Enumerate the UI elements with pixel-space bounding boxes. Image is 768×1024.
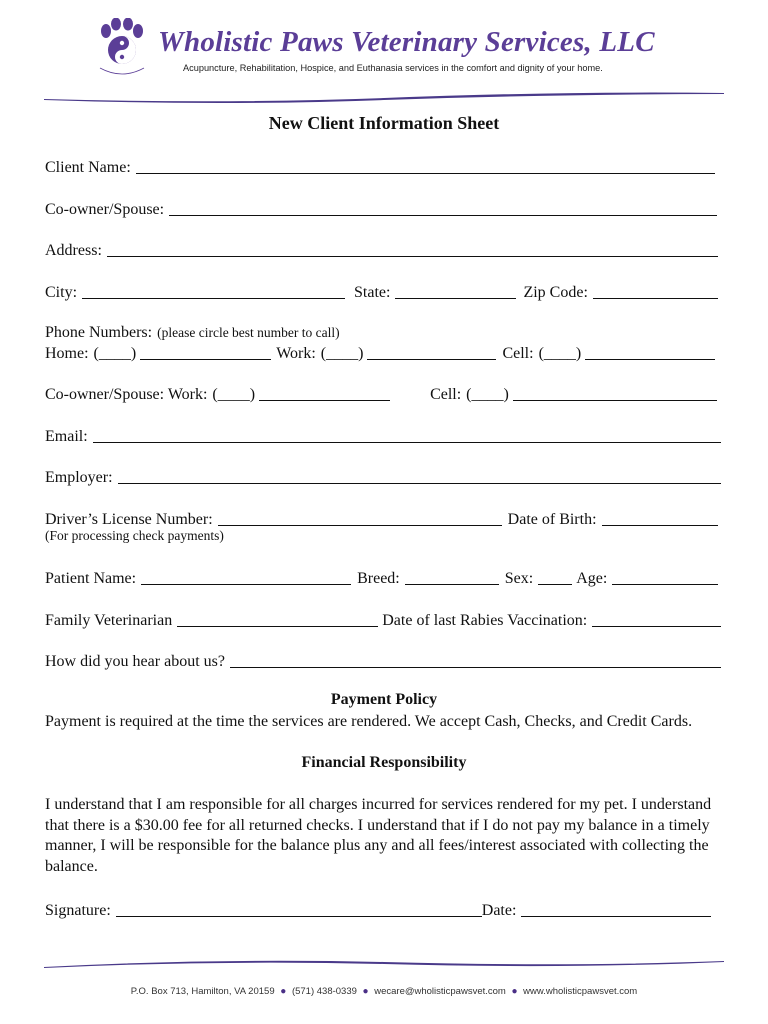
phone-numbers-note: (please circle best number to call)	[157, 325, 340, 340]
cell-area-code[interactable]: (____)	[538, 345, 582, 362]
family-vet-field[interactable]	[177, 610, 378, 627]
address-field[interactable]	[107, 240, 718, 257]
date-label: Date:	[481, 902, 517, 919]
client-name-field[interactable]	[136, 157, 715, 174]
footer-contact	[0, 986, 768, 997]
patient-row	[45, 566, 721, 588]
co-owner-cell-field[interactable]	[513, 384, 717, 401]
financial-responsibility-text: I understand that I am responsible for all charges incurred for services rendered for my pet. I understand that there is a $30.00 fee for all returned checks. I understand that if I do not pay my balance in a timely manner, I will be responsible for the balance plus any and all fees/interest associated with collecting the balance.	[45, 796, 712, 875]
co-owner-label: Co-owner/Spouse:	[45, 201, 165, 218]
bullet-icon: ●	[362, 986, 369, 997]
financial-responsibility-heading: Financial Responsibility	[301, 754, 467, 771]
dob-field[interactable]	[602, 509, 718, 526]
header-divider-swoosh	[44, 88, 724, 108]
footer-phone: (571) 438-0339	[291, 986, 357, 997]
city-field[interactable]	[82, 282, 345, 299]
work-phone-field[interactable]	[367, 343, 496, 360]
bullet-icon: ●	[280, 986, 287, 997]
referral-field[interactable]	[230, 651, 721, 668]
patient-name-label: Patient Name:	[45, 570, 137, 587]
license-field[interactable]	[218, 509, 502, 526]
referral-row	[45, 649, 721, 671]
co-owner-work-label: Co-owner/Spouse: Work:	[45, 386, 208, 403]
co-owner-work-field[interactable]	[259, 384, 390, 401]
family-vet-label: Family Veterinarian	[45, 612, 173, 629]
work-label: Work:	[276, 345, 316, 362]
rabies-field[interactable]	[592, 610, 721, 627]
address-label: Address:	[45, 242, 102, 259]
sex-label: Sex:	[504, 570, 534, 587]
footer-address: P.O. Box 713, Hamilton, VA 20159	[130, 986, 275, 997]
age-field[interactable]	[612, 568, 718, 585]
signature-field[interactable]	[116, 900, 482, 917]
age-label: Age:	[576, 570, 608, 587]
city-state-zip-row	[45, 280, 721, 302]
client-name-label: Client Name:	[45, 159, 131, 176]
license-dob-row	[45, 507, 721, 529]
city-label: City:	[45, 284, 78, 301]
signature-row	[45, 898, 711, 920]
patient-name-field[interactable]	[141, 568, 351, 585]
payment-policy-text: Payment is required at the time the services are rendered. We accept Cash, Checks, and Credit Cards.	[45, 713, 693, 730]
state-field[interactable]	[395, 282, 516, 299]
dob-label: Date of Birth:	[507, 511, 597, 528]
bullet-icon: ●	[511, 986, 518, 997]
address-row	[45, 238, 721, 260]
footer-website[interactable]: www.wholisticpawsvet.com	[523, 986, 638, 997]
breed-field[interactable]	[405, 568, 499, 585]
cell-label: Cell:	[502, 345, 534, 362]
home-phone-field[interactable]	[140, 343, 271, 360]
email-row	[45, 424, 721, 446]
home-label: Home:	[45, 345, 89, 362]
home-area-code[interactable]: (____)	[93, 345, 137, 362]
company-name: Wholistic Paws Veterinary Services, LLC	[158, 26, 655, 58]
co-owner-work-area-code[interactable]: (____)	[212, 386, 256, 403]
license-note: (For processing check payments)	[45, 528, 224, 543]
footer-email[interactable]: wecare@wholisticpawsvet.com	[374, 986, 506, 997]
work-area-code[interactable]: (____)	[320, 345, 364, 362]
payment-policy-heading: Payment Policy	[330, 691, 438, 708]
phone-numbers-row	[45, 341, 721, 363]
employer-row	[45, 465, 721, 487]
client-name-row	[45, 155, 721, 177]
breed-label: Breed:	[357, 570, 400, 587]
co-owner-cell-label: Cell:	[430, 386, 462, 403]
signature-label: Signature:	[45, 902, 111, 919]
phone-numbers-label: Phone Numbers:	[45, 324, 153, 341]
zip-label: Zip Code:	[523, 284, 588, 301]
state-label: State:	[354, 284, 391, 301]
sex-field[interactable]	[538, 568, 572, 585]
paw-yin-yang-logo-icon	[96, 18, 148, 78]
employer-field[interactable]	[118, 467, 721, 484]
form-title: New Client Information Sheet	[268, 113, 500, 133]
referral-label: How did you hear about us?	[45, 653, 225, 670]
cell-phone-field[interactable]	[585, 343, 715, 360]
employer-label: Employer:	[45, 469, 113, 486]
email-label: Email:	[45, 428, 88, 445]
footer-divider-swoosh	[44, 955, 724, 975]
zip-field[interactable]	[593, 282, 718, 299]
rabies-label: Date of last Rabies Vaccination:	[382, 612, 588, 629]
co-owner-row	[45, 197, 721, 219]
date-field[interactable]	[521, 900, 711, 917]
co-owner-field[interactable]	[169, 199, 717, 216]
company-tagline: Acupuncture, Rehabilitation, Hospice, and Euthanasia services in the comfort and dignity of your home.	[183, 63, 603, 73]
license-label: Driver’s License Number:	[45, 511, 213, 528]
email-field[interactable]	[93, 426, 721, 443]
co-owner-cell-area-code[interactable]: (____)	[466, 386, 509, 403]
phone-numbers-heading	[45, 320, 721, 342]
co-owner-phone-row	[45, 382, 721, 404]
vet-rabies-row	[45, 608, 721, 630]
